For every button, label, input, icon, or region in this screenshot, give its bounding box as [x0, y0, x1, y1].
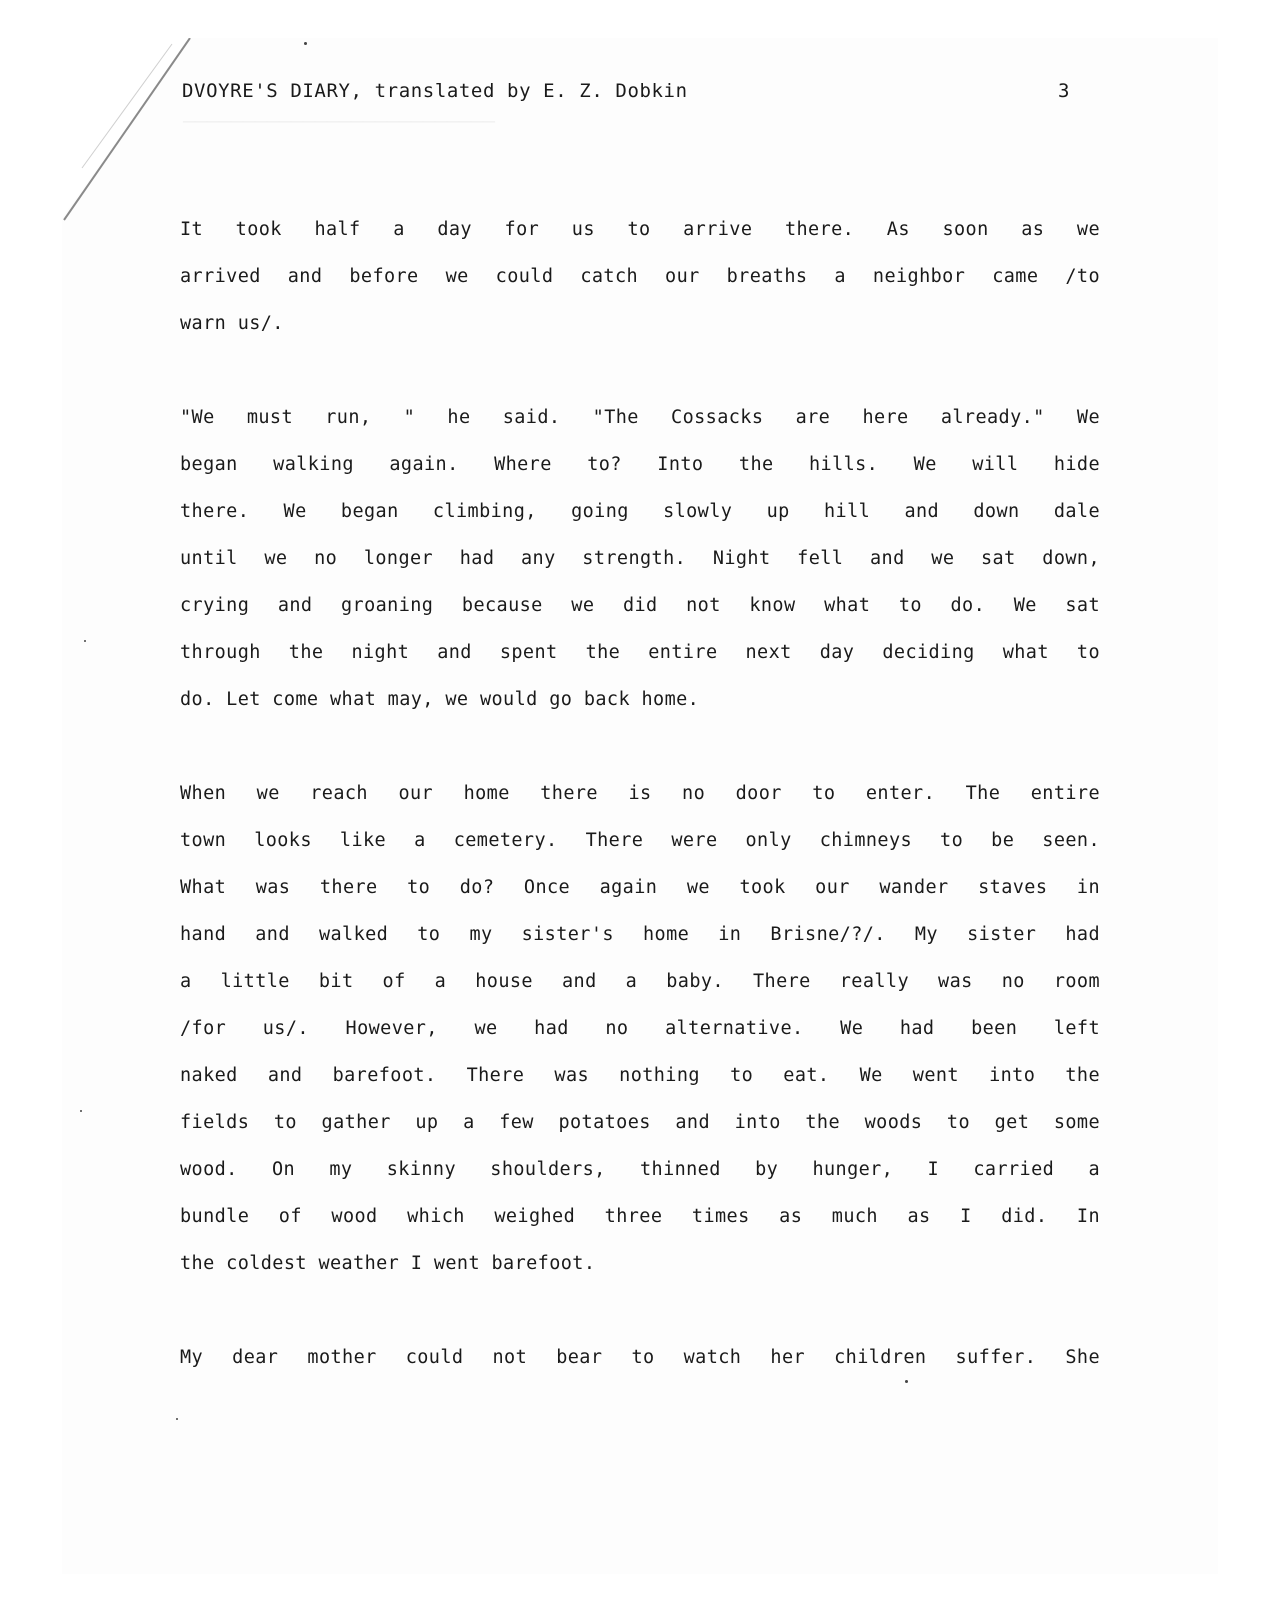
scan-speck	[304, 42, 307, 45]
text-line: town looks like a cemetery. There were only chimneys to be seen.	[180, 830, 1100, 851]
paragraph	[180, 1334, 1100, 1381]
text-line: a little bit of a house and a baby. There really was no room	[180, 971, 1100, 992]
paragraph	[180, 770, 1100, 1287]
scan-speck	[84, 640, 86, 642]
scan-speck	[176, 1418, 178, 1420]
text-line: bundle of wood which weighed three times as much as I did. In	[180, 1206, 1100, 1227]
text-line: warn us/.	[180, 313, 284, 334]
text-line: there. We began climbing, going slowly up hill and down dale	[180, 501, 1100, 522]
text-line: What was there to do? Once again we took our wander staves in	[180, 877, 1100, 898]
bleed-through-text: ──────────────────────────	[183, 112, 496, 135]
paragraph	[180, 394, 1100, 723]
text-line: arrived and before we could catch our breaths a neighbor came /to	[180, 266, 1100, 287]
scan-speck	[80, 1110, 82, 1112]
document-title: DVOYRE'S DIARY, translated by E. Z. Dobkin	[182, 80, 688, 102]
text-line: wood. On my skinny shoulders, thinned by hunger, I carried a	[180, 1159, 1100, 1180]
text-line: naked and barefoot. There was nothing to eat. We went into the	[180, 1065, 1100, 1086]
text-line: until we no longer had any strength. Night fell and we sat down,	[180, 548, 1100, 569]
text-line: crying and groaning because we did not know what to do. We sat	[180, 595, 1100, 616]
text-line: through the night and spent the entire next day deciding what to	[180, 642, 1100, 663]
text-line: When we reach our home there is no door to enter. The entire	[180, 783, 1100, 804]
text-line: fields to gather up a few potatoes and into the woods to get some	[180, 1112, 1100, 1133]
text-line: My dear mother could not bear to watch her children suffer. She	[180, 1347, 1100, 1368]
scan-speck	[905, 1380, 908, 1383]
text-line: /for us/. However, we had no alternative. We had been left	[180, 1018, 1100, 1039]
paragraph	[180, 206, 1100, 347]
text-line: It took half a day for us to arrive there. As soon as we	[180, 219, 1100, 240]
document-body	[180, 206, 1100, 1428]
text-line: began walking again. Where to? Into the hills. We will hide	[180, 454, 1100, 475]
text-line: do. Let come what may, we would go back home.	[180, 689, 700, 710]
text-line: "We must run, " he said. "The Cossacks are here already." We	[180, 407, 1100, 428]
page-number: 3	[1058, 80, 1070, 102]
text-line: the coldest weather I went barefoot.	[180, 1253, 596, 1274]
text-line: hand and walked to my sister's home in Brisne/?/. My sister had	[180, 924, 1100, 945]
